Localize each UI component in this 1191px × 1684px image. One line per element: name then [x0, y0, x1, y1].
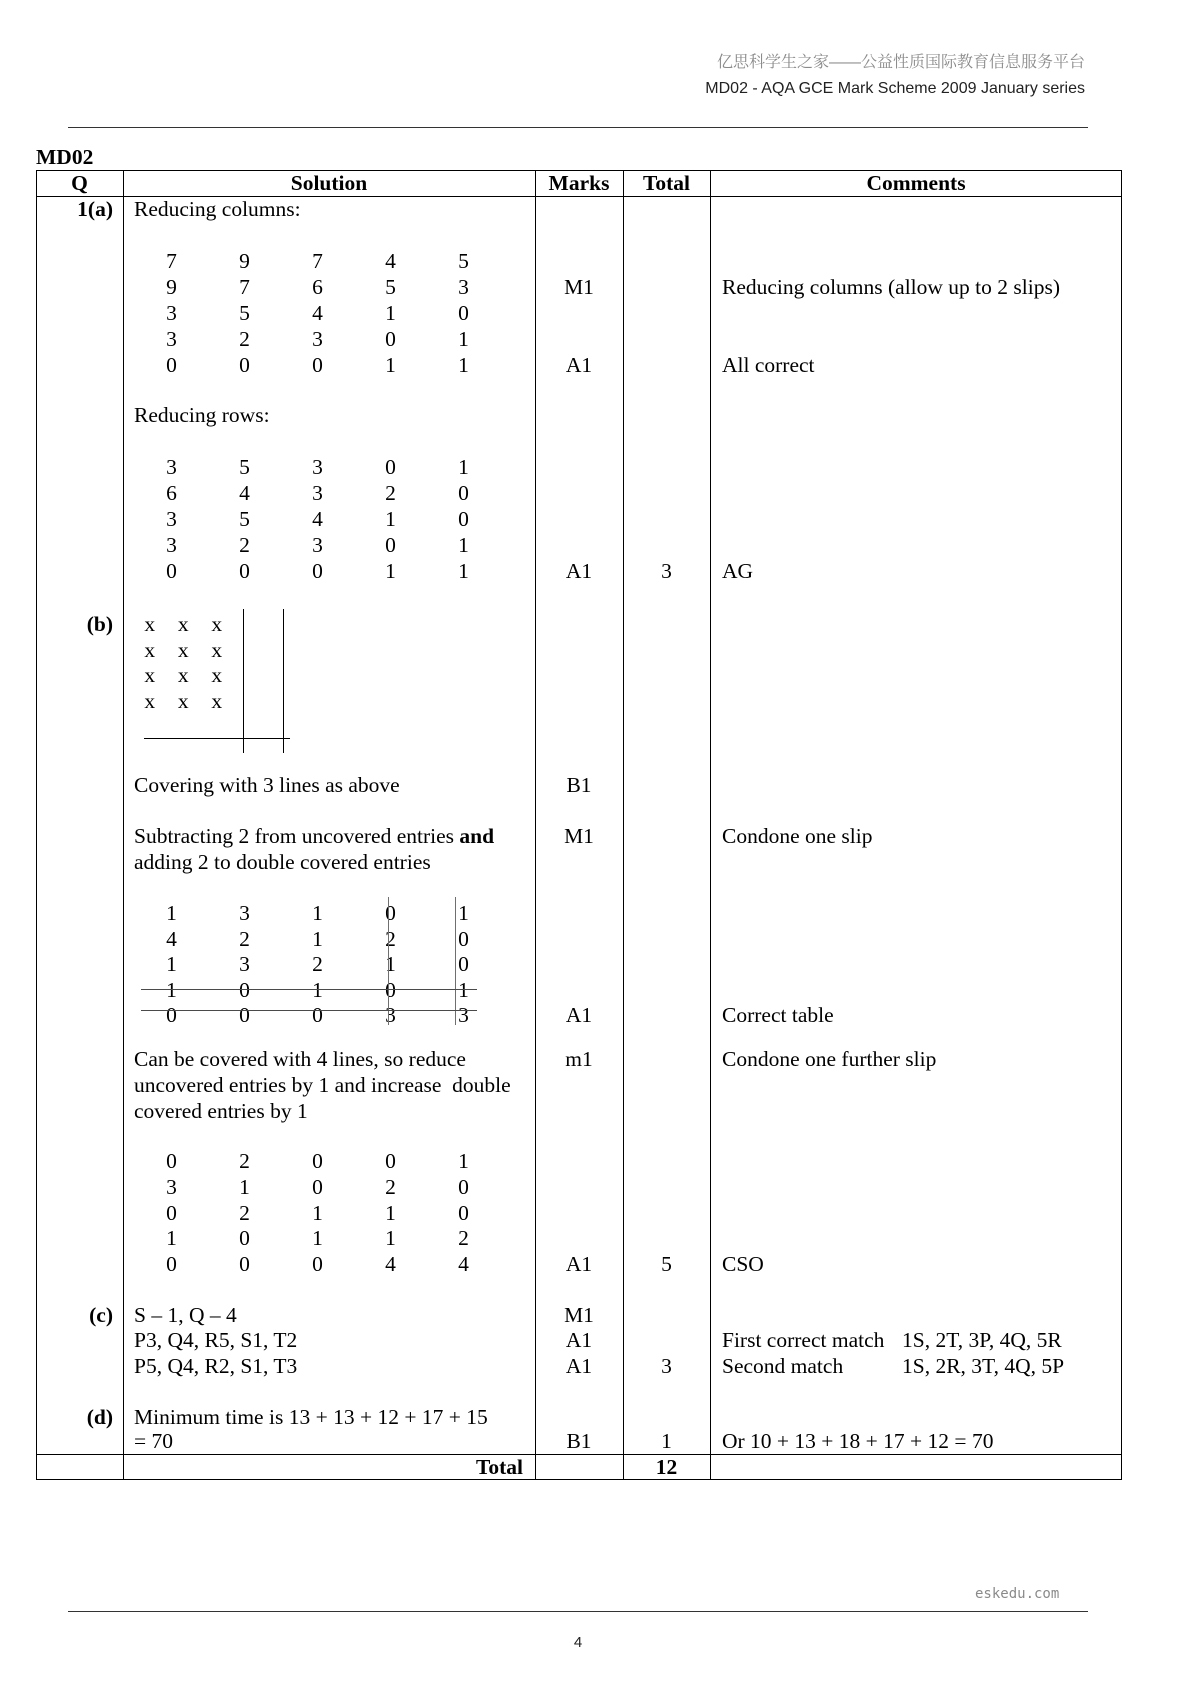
- solution-text-part: Subtracting 2 from uncovered entries: [134, 824, 460, 848]
- matrix-cell: 2: [239, 533, 250, 557]
- matrix-cell: 4: [312, 507, 323, 531]
- cover-line-vertical: [283, 609, 284, 753]
- matrix-cell: 7: [239, 275, 250, 299]
- matrix-cell: 0: [458, 926, 469, 951]
- mark: A1: [565, 1003, 593, 1027]
- comment: Condone one further slip: [722, 1047, 937, 1071]
- cover-line-horizontal: [141, 1010, 477, 1011]
- matrix-cell: 0: [312, 1174, 323, 1199]
- matrix-cell: 1: [239, 1174, 250, 1199]
- comment: All correct: [722, 353, 815, 377]
- part-total: 3: [661, 1354, 672, 1378]
- matrix-cell: 0: [239, 977, 250, 1002]
- matrix-cell: 0: [458, 481, 469, 505]
- comment: Or 10 + 13 + 18 + 17 + 12 = 70: [722, 1429, 994, 1453]
- solution-text: [134, 823, 494, 849]
- matrix-cell: x: [211, 689, 223, 714]
- matrix-cell: 4: [385, 1252, 396, 1276]
- matrix-cell: 3: [239, 952, 250, 976]
- comment: First correct match: [722, 1328, 885, 1352]
- matrix-cell: 0: [239, 1003, 250, 1027]
- solution-text: uncovered entries by 1 and increase double: [134, 1073, 511, 1097]
- mark: M1: [564, 1303, 594, 1327]
- solution-text: P3, Q4, R5, S1, T2: [134, 1328, 298, 1352]
- matrix-cell: 1: [312, 926, 323, 951]
- mark: A1: [565, 1252, 593, 1276]
- matrix-cell: x: [177, 637, 189, 662]
- matrix-cell: 0: [458, 1200, 469, 1225]
- matrix-adjusted: [135, 900, 500, 1028]
- matrix-cell: 0: [385, 327, 396, 351]
- matrix-cell: 0: [458, 301, 469, 325]
- matrix-cell: 0: [385, 901, 396, 925]
- matrix-rows-reduced: [135, 454, 500, 584]
- matrix-cell: 0: [385, 533, 396, 557]
- matrix-cell: 0: [312, 559, 323, 583]
- matrix-cell: 0: [239, 559, 250, 583]
- mark: M1: [564, 824, 594, 848]
- matrix-cell: 1: [458, 559, 469, 583]
- total-label: Total: [476, 1455, 523, 1479]
- matrix-cell: 0: [166, 1252, 177, 1276]
- matrix-cell: 0: [166, 559, 177, 583]
- mark: A1: [565, 559, 593, 583]
- comment: Condone one slip: [722, 824, 873, 848]
- matrix-final: [135, 1148, 500, 1277]
- matrix-cell: 1: [166, 952, 177, 976]
- solution-text-emphasis: and: [459, 824, 495, 848]
- matrix-cell: 0: [385, 977, 396, 1002]
- matrix-cell: 3: [312, 533, 323, 557]
- matrix-cell: 6: [312, 275, 323, 299]
- matrix-cell: 6: [166, 481, 177, 505]
- matrix-cell: 3: [385, 1003, 396, 1027]
- matrix-cell: 1: [458, 533, 469, 557]
- matrix-cell: 1: [166, 901, 177, 925]
- solution-text: adding 2 to double covered entries: [134, 850, 431, 874]
- matrix-cell: 2: [458, 1226, 469, 1251]
- part-total: 1: [661, 1429, 672, 1453]
- matrix-cell: 1: [458, 977, 469, 1002]
- section-title: MD02: [36, 145, 94, 169]
- header-q: Q: [71, 171, 88, 195]
- cover-marks-grid: [133, 611, 234, 714]
- matrix-cell: 2: [239, 1200, 250, 1225]
- matrix-cell: 2: [239, 327, 250, 351]
- matrix-cell: 3: [312, 481, 323, 505]
- part-total: 5: [661, 1252, 672, 1276]
- comment: CSO: [722, 1252, 764, 1276]
- matrix-cell: 7: [166, 249, 177, 273]
- part-total: 3: [661, 559, 672, 583]
- solution-text: Can be covered with 4 lines, so reduce: [134, 1047, 466, 1071]
- matrix-cell: 4: [239, 481, 250, 505]
- matrix-cell: x: [211, 663, 223, 688]
- matrix-cell: 0: [166, 1149, 177, 1173]
- mark: A1: [565, 1354, 593, 1378]
- matrix-cell: 5: [385, 275, 396, 299]
- matrix-cell: 1: [385, 1226, 396, 1251]
- question-label: (d): [86, 1405, 113, 1429]
- matrix-cell: 5: [239, 301, 250, 325]
- matrix-cell: 3: [312, 327, 323, 351]
- matrix-cell: 3: [312, 455, 323, 479]
- solution-text: P5, Q4, R2, S1, T3: [134, 1354, 298, 1378]
- mark: B1: [566, 773, 592, 797]
- matrix-cell: 1: [385, 1200, 396, 1225]
- matrix-cell: 1: [458, 901, 469, 925]
- matrix-cell: 0: [166, 353, 177, 377]
- matrix-cell: 1: [385, 353, 396, 377]
- question-label: (c): [89, 1303, 113, 1327]
- header-solution: Solution: [290, 171, 368, 195]
- matrix-cell: x: [144, 637, 156, 662]
- matrix-cell: 1: [458, 1149, 469, 1173]
- cover-line-horizontal: [144, 738, 290, 739]
- matrix-cell: 2: [312, 952, 323, 976]
- matrix-cell: 0: [239, 1252, 250, 1276]
- solution-text: Minimum time is 13 + 13 + 12 + 17 + 15: [134, 1405, 488, 1429]
- solution-text: covered entries by 1: [134, 1099, 308, 1123]
- header-marks: Marks: [548, 171, 610, 195]
- footer-watermark: eskedu.com: [975, 1586, 1060, 1602]
- column-divider: [623, 170, 624, 1480]
- matrix-cell: 1: [385, 952, 396, 976]
- comment: AG: [722, 559, 754, 583]
- cover-line-vertical: [388, 897, 389, 1025]
- matrix-cell: 7: [312, 249, 323, 273]
- mark: A1: [565, 353, 593, 377]
- matrix-cell: 1: [385, 301, 396, 325]
- matrix-cell: x: [144, 689, 156, 714]
- matrix-cell: 1: [166, 977, 177, 1002]
- mark: m1: [565, 1047, 593, 1071]
- matrix-columns-reduced: [135, 248, 500, 378]
- footer-rule: [68, 1611, 1088, 1612]
- matrix-cell: 0: [385, 455, 396, 479]
- matrix-cell: 2: [239, 1149, 250, 1173]
- matrix-cell: 1: [458, 455, 469, 479]
- matrix-cell: 0: [166, 1200, 177, 1225]
- header-comments: Comments: [866, 171, 966, 195]
- header-total: Total: [643, 171, 690, 195]
- matrix-cell: 0: [239, 353, 250, 377]
- matrix-cell: 3: [166, 327, 177, 351]
- column-divider: [123, 170, 124, 1480]
- matrix-cell: x: [177, 663, 189, 688]
- matrix-cell: 3: [166, 507, 177, 531]
- comment: Reducing columns (allow up to 2 slips): [722, 275, 1060, 299]
- matrix-cell: 3: [458, 1003, 469, 1027]
- matrix-cell: 5: [458, 249, 469, 273]
- matrix-cell: 0: [312, 353, 323, 377]
- solution-text: Reducing rows:: [134, 403, 270, 427]
- matrix-cell: 5: [239, 455, 250, 479]
- matrix-cell: x: [177, 689, 189, 714]
- solution-text: Covering with 3 lines as above: [134, 773, 400, 797]
- site-name: 亿思科学生之家——公益性质国际教育信息服务平台: [716, 54, 1085, 71]
- matrix-cell: 3: [166, 1174, 177, 1199]
- matrix-cell: 0: [458, 507, 469, 531]
- solution-text: = 70: [134, 1429, 174, 1453]
- solution-text: S – 1, Q – 4: [134, 1303, 237, 1327]
- matrix-cell: 4: [385, 249, 396, 273]
- comment: Second match: [722, 1354, 844, 1378]
- matrix-cell: 0: [312, 1252, 323, 1276]
- cover-line-vertical: [243, 609, 244, 753]
- matrix-cell: 1: [312, 901, 323, 925]
- matrix-cell: 9: [166, 275, 177, 299]
- matrix-cell: 1: [312, 1226, 323, 1251]
- matrix-cell: 1: [312, 977, 323, 1002]
- matrix-cell: 3: [166, 301, 177, 325]
- matrix-cell: 4: [312, 301, 323, 325]
- header-rule: [68, 127, 1088, 128]
- matrix-cell: 3: [458, 275, 469, 299]
- matrix-cell: 0: [312, 1149, 323, 1173]
- matrix-cell: 0: [458, 1174, 469, 1199]
- comment-value: 1S, 2T, 3P, 4Q, 5R: [902, 1328, 1062, 1352]
- matrix-cell: 0: [239, 1226, 250, 1251]
- matrix-cell: 1: [458, 327, 469, 351]
- matrix-cell: 1: [385, 507, 396, 531]
- matrix-cell: 0: [312, 1003, 323, 1027]
- cover-line-vertical: [455, 897, 456, 1025]
- matrix-cell: 4: [166, 926, 177, 951]
- matrix-cell: x: [177, 612, 189, 636]
- column-divider: [710, 170, 711, 1480]
- matrix-cell: 2: [385, 1174, 396, 1199]
- matrix-cell: 0: [385, 1149, 396, 1173]
- matrix-cell: x: [144, 663, 156, 688]
- total-value: 12: [655, 1455, 678, 1479]
- matrix-cell: 2: [385, 926, 396, 951]
- matrix-cell: 9: [239, 249, 250, 273]
- mark: A1: [565, 1328, 593, 1352]
- matrix-cell: 1: [166, 1226, 177, 1251]
- matrix-cell: 1: [312, 1200, 323, 1225]
- matrix-cell: 3: [166, 533, 177, 557]
- matrix-cell: 2: [385, 481, 396, 505]
- document-title: MD02 - AQA GCE Mark Scheme 2009 January series: [705, 80, 1085, 97]
- question-label: 1(a): [77, 197, 113, 221]
- matrix-cell: 4: [458, 1252, 469, 1276]
- question-label: (b): [86, 612, 113, 636]
- matrix-cell: 1: [458, 353, 469, 377]
- solution-text: Reducing columns:: [134, 197, 301, 221]
- cover-line-horizontal: [141, 989, 477, 990]
- mark: B1: [566, 1429, 592, 1453]
- matrix-cell: x: [211, 612, 223, 636]
- page-number: 4: [573, 1634, 583, 1651]
- matrix-cell: x: [144, 612, 156, 636]
- mark: M1: [564, 275, 594, 299]
- matrix-cell: 1: [385, 559, 396, 583]
- comment: Correct table: [722, 1003, 834, 1027]
- matrix-cell: x: [211, 637, 223, 662]
- matrix-cell: 3: [239, 901, 250, 925]
- comment-value: 1S, 2R, 3T, 4Q, 5P: [902, 1354, 1065, 1378]
- matrix-cell: 2: [239, 926, 250, 951]
- matrix-cell: 5: [239, 507, 250, 531]
- matrix-cell: 3: [166, 455, 177, 479]
- matrix-cell: 0: [166, 1003, 177, 1027]
- matrix-cell: 0: [458, 952, 469, 976]
